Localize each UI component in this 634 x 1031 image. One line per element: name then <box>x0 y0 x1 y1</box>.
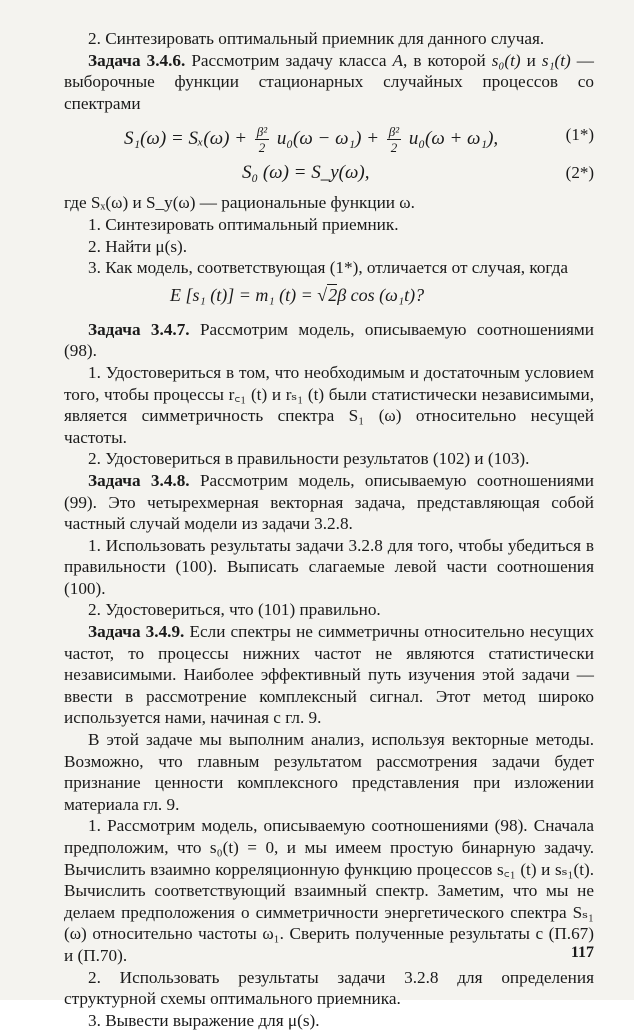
paragraph: В этой задаче мы выполним анализ, используя векторные методы. Возможно, что главным результатом рассмотрения задачи будет признание ценности комплексного представления при изложении материала гл. 9. <box>64 730 594 814</box>
page-number: 117 <box>570 944 594 961</box>
equation-number: (1*) <box>565 125 594 145</box>
paragraph-line-1: 2. Синтезировать оптимальный приемник для данного случая. <box>88 29 545 48</box>
fraction: $\frac{\text{β²}}{2}$ <box>256 124 268 156</box>
paragraph: 2. Удостовериться, что (101) правильно. <box>88 600 381 620</box>
paragraph: 2. Удостовериться в правильности результатов (102) и (103). <box>88 449 530 469</box>
equation-2: S₀ (ω) = S_y(ω), (2*) <box>242 162 594 184</box>
list-item: 1. Синтезировать оптимальный приемник. <box>88 214 399 234</box>
text-column <box>64 28 594 1031</box>
paragraph: где Sₓ(ω) и S_y(ω) — рациональные функции ω. <box>64 193 415 213</box>
paragraph: 1. Рассмотрим модель, описываемую соотношениями (98). Сначала предположим, что s₀(t) = 0, и мы имеем простую бинарную задачу. Вычислить взаимно корреляционную функцию процессов s꜀₁ (t) и sₛ₁(t). Вычислить соответствующий взаимный спектр. Заметим, что мы не делаем предположения о симметричности энергетического спектра Sₛ₁ (ω) относительно частоты ω₁. Сверить полученные результаты с (П.67) и (П.70). <box>64 816 594 965</box>
fraction: $\frac{\text{β²}}{2}$ <box>388 124 400 156</box>
equation-number: (2*) <box>565 163 594 183</box>
problem-label: Задача 3.4.8. <box>88 470 190 490</box>
problem-label: Задача 3.4.6. <box>88 50 186 70</box>
paragraph: 1. Удостовериться в том, что необходимым и достаточным условием того, чтобы процессы r꜀₁ (t) и rₛ₁ (t) были статистически независимыми, является симметричность спектра S₁ (ω) относительно несущей частоты. <box>64 362 594 447</box>
paragraph: 3. Вывести выражение для μ(s). <box>88 1010 320 1030</box>
paragraph: 2. Использовать результаты задачи 3.2.8 для определения структурной схемы оптимального приемника. <box>64 967 594 1009</box>
problem-3-4-8: Задача 3.4.8. Рассмотрим модель, описываемую соотношениями (99). Это четырехмерная векторная задача, представляющая собой частный случай модели из задачи 3.2.8. <box>64 470 594 534</box>
problem-3-4-9: Задача 3.4.9. Если спектры не симметричны относительно несущих частот, то процессы нижних частот не являются статистически независимыми. Наиболее эффективный путь изучения этой задачи — ввести в рассмотрение комплексный сигнал. Этот метод широко используется нами, начиная с гл. 9. <box>64 622 594 728</box>
list-item: 2. Найти μ(s). <box>88 236 188 256</box>
problem-3-4-6: Задача 3.4.6. Рассмотрим задачу класса A, в которой s₀(t) и s₁(t) — выборочные функции стационарных случайных процессов со спектрами <box>64 50 594 113</box>
problem-label: Задача 3.4.9. <box>88 622 185 642</box>
equation-1: S₁(ω) = Sₓ(ω) + $\frac{\text{β²}}{2}$ u₀(ω − ω₁) + $\frac{\text{β²}}{2}$ u₀(ω + ω₁), (1*) <box>124 124 594 156</box>
problem-3-4-7: Задача 3.4.7. Рассмотрим модель, описываемую соотношениями (98). <box>64 319 594 361</box>
problem-label: Задача 3.4.7. <box>88 319 190 339</box>
equation-3: E [s₁ (t)] = m₁ (t) = √2β cos (ω₁t)? <box>170 284 425 305</box>
paragraph: 1. Использовать результаты задачи 3.2.8 для того, чтобы убедиться в правильности (100). Выписать слагаемые левой части соотношения (100). <box>64 535 594 598</box>
list-item: 3. Как модель, соответствующая (1*), отличается от случая, когда <box>88 258 568 278</box>
